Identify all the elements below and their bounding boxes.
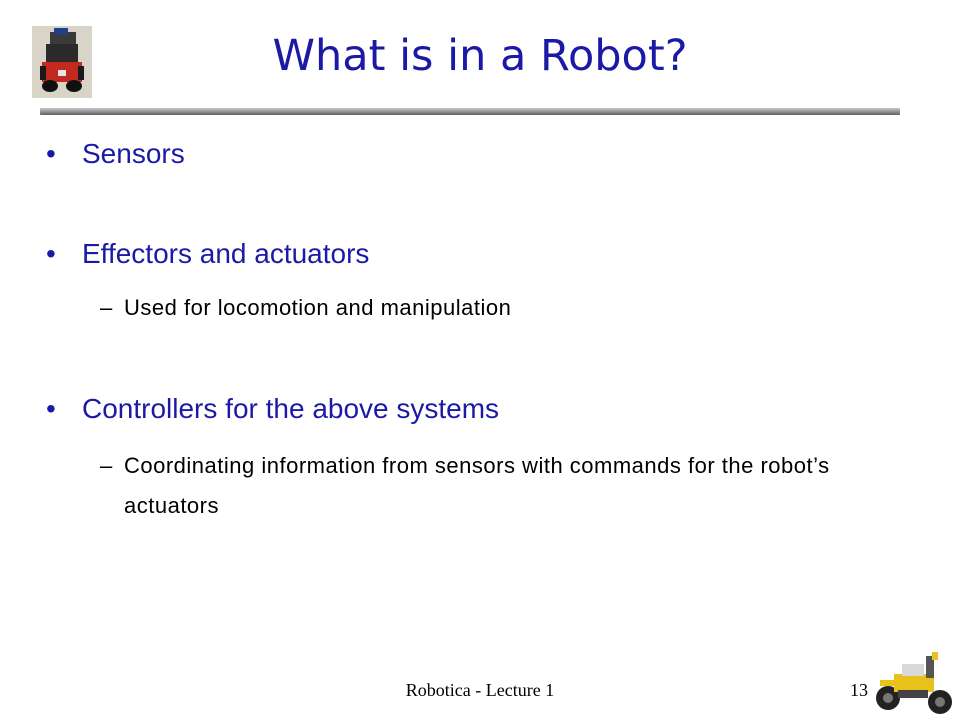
slide-title: What is in a Robot? — [272, 31, 688, 81]
sub-bullet-locomotion — [100, 288, 884, 328]
bullet-controllers — [46, 392, 499, 426]
dash-glyph: – — [100, 453, 113, 478]
bullet-sensors — [46, 137, 185, 171]
sub-bullet-coordinating — [100, 446, 884, 526]
bullet-text: Effectors and actuators — [82, 238, 370, 269]
sub-bullet-text: Coordinating information from sensors with commands for the robot’s actuators — [124, 453, 830, 518]
dash-glyph: – — [100, 295, 113, 320]
bullet-glyph: • — [46, 138, 56, 169]
bullet-glyph: • — [46, 238, 56, 269]
footer-title: Robotica - Lecture 1 — [405, 680, 555, 700]
page-number: 13 — [850, 680, 868, 700]
bullet-glyph: • — [46, 393, 56, 424]
bullet-effectors — [46, 237, 369, 271]
title-divider — [40, 108, 900, 115]
bullet-text: Controllers for the above systems — [82, 393, 500, 424]
sub-bullet-text: Used for locomotion and manipulation — [124, 295, 512, 320]
bullet-text: Sensors — [82, 138, 185, 169]
lego-robot-icon — [872, 650, 956, 716]
robot-photo-icon — [32, 26, 92, 98]
